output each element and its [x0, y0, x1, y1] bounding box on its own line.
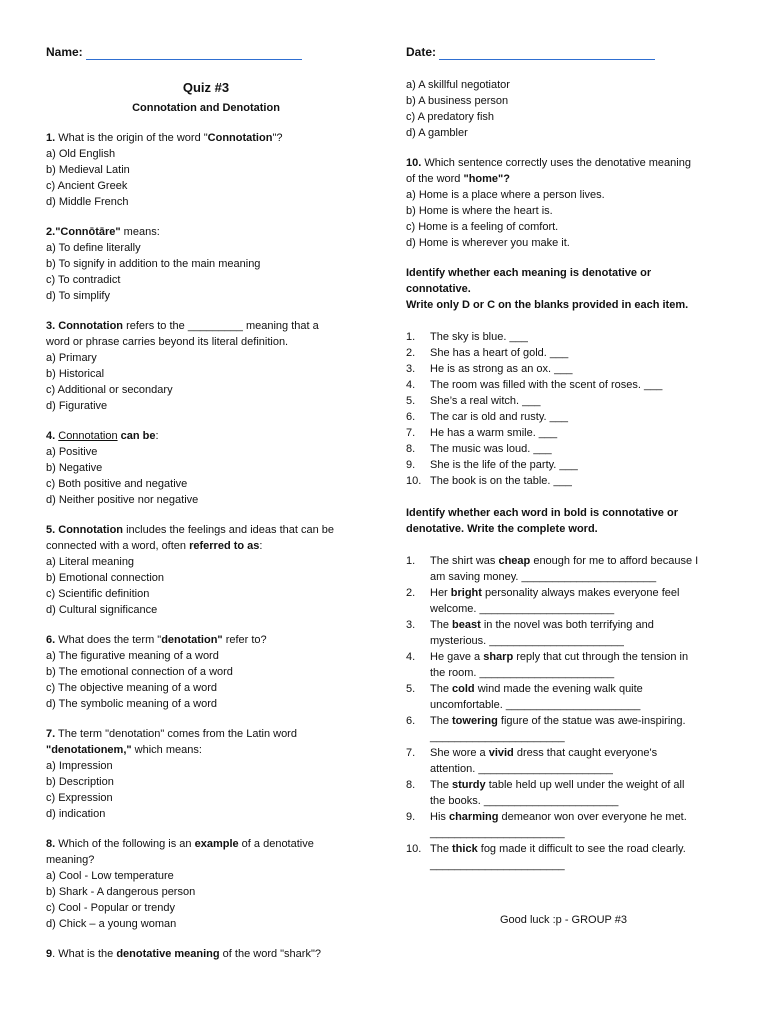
- part2-list: [406, 329, 726, 489]
- q9-number: 9: [46, 948, 53, 960]
- question-7: [46, 726, 366, 822]
- question-1: [46, 130, 366, 210]
- part2-item-text: He has a warm smile. ___: [430, 427, 558, 439]
- part2-item: [406, 425, 726, 441]
- q10-pre: Which sentence correctly uses the denotative meaning: [421, 157, 691, 169]
- part2-item: [406, 473, 726, 489]
- question-3: [46, 318, 366, 414]
- part3-item-pre: She wore a: [430, 747, 489, 759]
- q10-number: 10.: [406, 157, 422, 169]
- q7-bold2: "denotationem,": [46, 744, 132, 756]
- part2-item: [406, 345, 726, 361]
- q6-pre: What does the term ": [55, 634, 162, 646]
- part2-item-number: 10.: [406, 475, 422, 487]
- part3-item-post: enough for me to afford because I: [530, 555, 699, 567]
- part3-item: [406, 745, 726, 777]
- part3-item-number: 8.: [406, 779, 416, 791]
- part3-item-pre: His: [430, 811, 449, 823]
- part3-item-answer-line[interactable]: uncomfortable. ______________________: [430, 699, 641, 711]
- q4-option-b: b) Negative: [46, 462, 103, 474]
- q1-number: 1.: [46, 132, 56, 144]
- part3-item-answer-line[interactable]: attention. ______________________: [430, 763, 613, 775]
- part2-item-text: She has a heart of gold. ___: [430, 347, 569, 359]
- part2-instr-3: Write only D or C on the blanks provided in each item.: [406, 299, 689, 311]
- part2-item-text: The sky is blue. ___: [430, 331, 528, 343]
- q4-option-a: a) Positive: [46, 446, 98, 458]
- q5-line2a: connected with a word, often: [46, 540, 190, 552]
- q7-option-d: d) indication: [46, 808, 106, 820]
- part3-item-answer-line[interactable]: mysterious. ______________________: [430, 635, 624, 647]
- part3-item-post: reply that cut through the tension in: [513, 651, 689, 663]
- q6-post: refer to?: [222, 634, 267, 646]
- q6-number: 6.: [46, 634, 56, 646]
- q6-option-c: c) The objective meaning of a word: [46, 682, 217, 694]
- q5-option-c: c) Scientific definition: [46, 588, 150, 600]
- q8-bold: example: [194, 838, 239, 850]
- question-2: [46, 224, 366, 304]
- q4-number: 4.: [46, 430, 56, 442]
- part3-item-bold-word: sharp: [483, 651, 514, 663]
- q8-number: 8.: [46, 838, 56, 850]
- q7-option-c: c) Expression: [46, 792, 113, 804]
- part2-item: [406, 329, 726, 345]
- q5-option-a: a) Literal meaning: [46, 556, 135, 568]
- q9-option-c: c) A predatory fish: [406, 111, 495, 123]
- part3-item-bold-word: beast: [452, 619, 481, 631]
- q8-option-a: a) Cool - Low temperature: [46, 870, 174, 882]
- q6-bold: denotation": [161, 634, 223, 646]
- left-column: [46, 80, 366, 962]
- q3-number: 3.: [46, 320, 56, 332]
- part3-item-pre: He gave a: [430, 651, 484, 663]
- q5-post: includes the feelings and ideas that can be: [123, 524, 334, 536]
- q5-bold2: referred to as: [189, 540, 260, 552]
- part2-item: [406, 409, 726, 425]
- part3-item: [406, 553, 726, 585]
- q8-option-c: c) Cool - Popular or trendy: [46, 902, 175, 914]
- q8-post: of a denotative: [238, 838, 314, 850]
- right-column: [406, 77, 726, 873]
- part2-item-text: She’s a real witch. ___: [430, 395, 541, 407]
- part3-instr-2: denotative. Write the complete word.: [406, 523, 598, 535]
- q3-option-d: d) Figurative: [46, 400, 108, 412]
- q9-option-a: a) A skillful negotiator: [406, 79, 510, 91]
- part3-item-number: 10.: [406, 843, 422, 855]
- q9-option-b: b) A business person: [406, 95, 509, 107]
- q8-option-b: b) Shark - A dangerous person: [46, 886, 196, 898]
- part3-item-answer-line[interactable]: the room. ______________________: [430, 667, 615, 679]
- q4-option-c: c) Both positive and negative: [46, 478, 188, 490]
- part3-item-pre: The: [430, 779, 453, 791]
- q7-number: 7.: [46, 728, 56, 740]
- part3-item-number: 5.: [406, 683, 416, 695]
- part3-item: [406, 809, 726, 841]
- part3-item: [406, 617, 726, 649]
- part3-item-number: 1.: [406, 555, 416, 567]
- part3-item: [406, 713, 726, 745]
- quiz-title: Quiz #3: [182, 80, 230, 95]
- q6-option-b: b) The emotional connection of a word: [46, 666, 233, 678]
- part3-item-bold-word: towering: [452, 715, 498, 727]
- part3-item-number: 3.: [406, 619, 416, 631]
- q10-option-b: b) Home is where the heart is.: [406, 205, 553, 217]
- part2-item: [406, 377, 726, 393]
- q2-number: 2.: [46, 226, 56, 238]
- q5-number: 5.: [46, 524, 56, 536]
- part2-item-number: 6.: [406, 411, 416, 423]
- q1-option-a: a) Old English: [46, 148, 116, 160]
- q7-option-a: a) Impression: [46, 760, 113, 772]
- part2-item-text: She is the life of the party. ___: [430, 459, 578, 471]
- q2-option-c: c) To contradict: [46, 274, 121, 286]
- q4-option-d: d) Neither positive nor negative: [46, 494, 199, 506]
- question-8: [46, 836, 366, 932]
- q9-bold: denotative meaning: [116, 948, 220, 960]
- q10-option-c: c) Home is a feeling of comfort.: [406, 221, 559, 233]
- part3-item-number: 7.: [406, 747, 416, 759]
- part3-item-answer-line[interactable]: ______________________: [430, 827, 565, 839]
- q9-pre: . What is the: [52, 948, 117, 960]
- part3-list: [406, 553, 726, 873]
- q8-line2: meaning?: [46, 854, 95, 866]
- part2-item-number: 1.: [406, 331, 416, 343]
- q3-post: refers to the _________ meaning that a: [123, 320, 319, 332]
- part3-item-post: wind made the evening walk quite: [474, 683, 643, 695]
- q3-bold: Connotation: [55, 320, 124, 332]
- part3-item-bold-word: thick: [452, 843, 478, 855]
- part3-item-answer-line[interactable]: am saving money. ______________________: [430, 571, 657, 583]
- q1-post: "?: [272, 132, 283, 144]
- q2-option-d: d) To simplify: [46, 290, 110, 302]
- part2-item-text: The music was loud. ___: [430, 443, 552, 455]
- part3-item-bold-word: sturdy: [452, 779, 486, 791]
- part2-item-text: The room was filled with the scent of roses. ___: [430, 379, 663, 391]
- part2-item-number: 2.: [406, 347, 416, 359]
- part3-item-answer-line[interactable]: the books. ______________________: [430, 795, 619, 807]
- question-6: [46, 632, 366, 712]
- part2-instructions: [406, 265, 726, 313]
- q7-pre: The term "denotation" comes from the Latin word: [55, 728, 297, 740]
- q10-option-d: d) Home is wherever you make it.: [406, 237, 570, 249]
- q3-line2: word or phrase carries beyond its literal definition.: [46, 336, 289, 348]
- q1-pre: What is the origin of the word ": [55, 132, 208, 144]
- part3-item-number: 6.: [406, 715, 416, 727]
- q7-post2: which means:: [131, 744, 202, 756]
- question-9-stem: [46, 946, 366, 962]
- part2-item: [406, 361, 726, 377]
- part3-item-pre: The shirt was: [430, 555, 499, 567]
- part3-instructions: [406, 505, 726, 537]
- q4-bold: can be: [117, 430, 156, 442]
- part3-item-pre: The: [430, 715, 453, 727]
- part3-item-post: figure of the statue was awe-inspiring.: [497, 715, 686, 727]
- part3-instr-1: Identify whether each word in bold is connotative or: [406, 507, 678, 519]
- part3-item-bold-word: cheap: [498, 555, 531, 567]
- part3-item-pre: Her: [430, 587, 451, 599]
- part2-item-text: He is as strong as an ox. ___: [430, 363, 573, 375]
- part2-item: [406, 393, 726, 409]
- q6-option-d: d) The symbolic meaning of a word: [46, 698, 217, 710]
- q3-option-a: a) Primary: [46, 352, 97, 364]
- q7-option-b: b) Description: [46, 776, 114, 788]
- part2-instr-2: connotative.: [406, 283, 471, 295]
- q5-option-d: d) Cultural significance: [46, 604, 158, 616]
- q5-option-b: b) Emotional connection: [46, 572, 165, 584]
- q2-post: means:: [120, 226, 160, 238]
- q5-bold: Connotation: [55, 524, 124, 536]
- q10-line2a: of the word: [406, 173, 464, 185]
- part3-item-pre: The: [430, 683, 453, 695]
- q8-pre: Which of the following is an: [55, 838, 195, 850]
- part3-item-post: dress that caught everyone's: [513, 747, 658, 759]
- q1-option-b: b) Medieval Latin: [46, 164, 130, 176]
- part3-item: [406, 681, 726, 713]
- part3-item-answer-line[interactable]: welcome. ______________________: [430, 603, 615, 615]
- part2-item-number: 8.: [406, 443, 416, 455]
- q2-option-b: b) To signify in addition to the main meaning: [46, 258, 261, 270]
- q2-option-a: a) To define literally: [46, 242, 141, 254]
- q10-option-a: a) Home is a place where a person lives.: [406, 189, 605, 201]
- part3-item-number: 4.: [406, 651, 416, 663]
- part3-item-bold-word: bright: [450, 587, 482, 599]
- date-label: Date:: [406, 45, 437, 59]
- part2-item-number: 7.: [406, 427, 416, 439]
- q6-option-a: a) The figurative meaning of a word: [46, 650, 219, 662]
- part3-item-pre: The: [430, 843, 453, 855]
- q8-option-d: d) Chick – a young woman: [46, 918, 177, 930]
- part3-item-bold-word: cold: [452, 683, 475, 695]
- quiz-subtitle: Connotation and Denotation: [132, 102, 280, 114]
- part2-item-text: The book is on the table. ___: [430, 475, 572, 487]
- q5-line2b: :: [259, 540, 263, 552]
- part3-item-answer-line[interactable]: ______________________: [430, 731, 565, 743]
- name-blank[interactable]: [86, 47, 302, 60]
- q10-bold2: "home"?: [463, 173, 510, 185]
- footer-text: Good luck :p - GROUP #3: [500, 914, 627, 926]
- part3-item-post: personality always makes everyone feel: [481, 587, 680, 599]
- date-blank[interactable]: [439, 47, 655, 60]
- part2-item-number: 3.: [406, 363, 416, 375]
- part3-item-pre: The: [430, 619, 453, 631]
- part2-item-text: The car is old and rusty. ___: [430, 411, 568, 423]
- q4-post: :: [155, 430, 159, 442]
- q3-option-c: c) Additional or secondary: [46, 384, 173, 396]
- q3-option-b: b) Historical: [46, 368, 105, 380]
- question-9-options: [406, 77, 726, 141]
- question-5: [46, 522, 366, 618]
- question-4: [46, 428, 366, 508]
- date-field: [406, 44, 655, 60]
- q9-post: of the word "shark"?: [219, 948, 321, 960]
- part2-item: [406, 457, 726, 473]
- part3-item: [406, 585, 726, 617]
- part2-item-number: 4.: [406, 379, 416, 391]
- part3-item: [406, 777, 726, 809]
- part3-item-post: fog made it difficult to see the road clearly.: [477, 843, 686, 855]
- name-label: Name:: [46, 45, 83, 59]
- part2-item: [406, 441, 726, 457]
- name-field: [46, 44, 302, 60]
- part3-item-number: 9.: [406, 811, 416, 823]
- q1-bold: Connotation: [207, 132, 273, 144]
- part3-item-number: 2.: [406, 587, 416, 599]
- part3-item: [406, 649, 726, 681]
- q1-option-c: c) Ancient Greek: [46, 180, 128, 192]
- part3-item-answer-line[interactable]: ______________________: [430, 859, 565, 871]
- q9-option-d: d) A gambler: [406, 127, 468, 139]
- question-10: [406, 155, 726, 251]
- part3-item: [406, 841, 726, 873]
- part3-item-post: table held up well under the weight of all: [485, 779, 685, 791]
- part3-item-post: in the novel was both terrifying and: [480, 619, 654, 631]
- part2-item-number: 5.: [406, 395, 416, 407]
- q4-underlined: Connotation: [58, 430, 118, 442]
- part3-item-post: demeanor won over everyone he met.: [498, 811, 687, 823]
- q1-option-d: d) Middle French: [46, 196, 129, 208]
- part3-item-bold-word: vivid: [488, 747, 514, 759]
- q2-bold: "Connōtāre": [55, 226, 121, 238]
- part3-item-bold-word: charming: [448, 811, 499, 823]
- part2-item-number: 9.: [406, 459, 416, 471]
- part2-instr-1: Identify whether each meaning is denotative or: [406, 267, 652, 279]
